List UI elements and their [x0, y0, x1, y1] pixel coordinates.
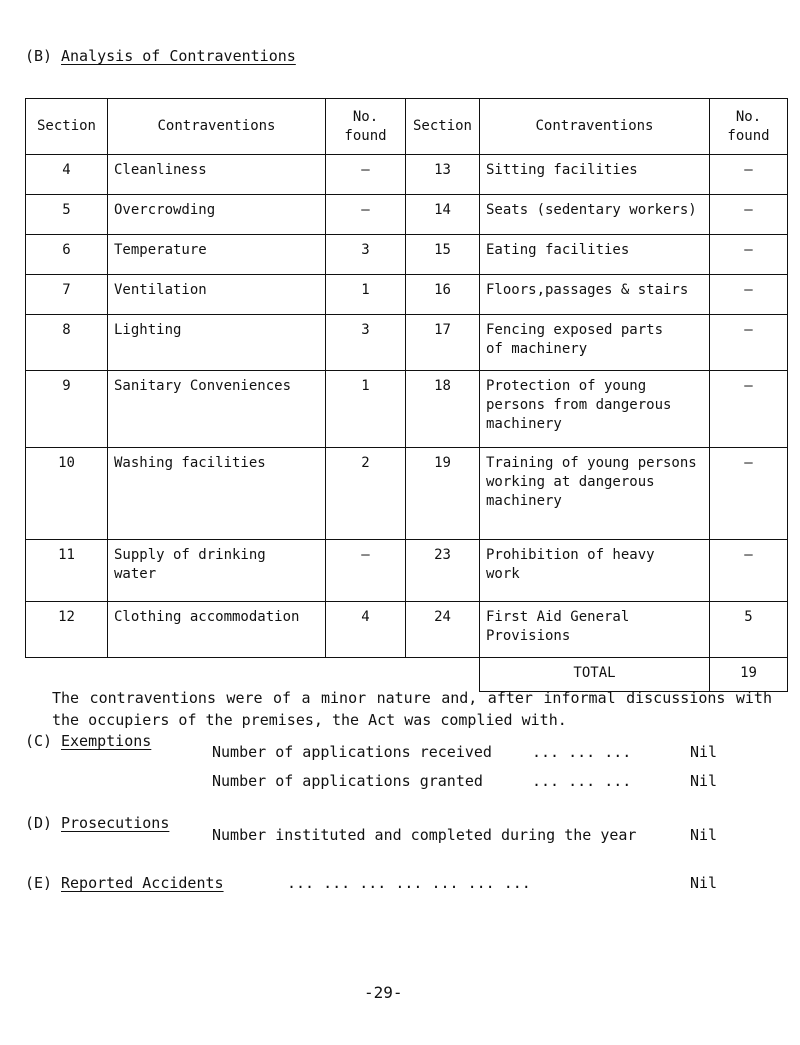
applications-granted-value: Nil	[690, 772, 718, 790]
section-cell: 11	[26, 540, 108, 602]
applications-received-dots: ... ... ...	[532, 743, 632, 761]
section-cell: 13	[406, 155, 480, 195]
table-row	[26, 155, 788, 195]
section-cell: 19	[406, 448, 480, 540]
section-cell: 16	[406, 275, 480, 315]
prosecutions-value: Nil	[690, 826, 718, 844]
section-cell: 4	[26, 155, 108, 195]
summary-paragraph: The contraventions were of a minor nature and, after informal discussions with the occupiers of the premises, the Act was complied with.	[52, 689, 772, 729]
count-cell: –	[710, 371, 788, 448]
contraventions-table	[25, 98, 788, 692]
section-cell: 8	[26, 315, 108, 371]
count-cell: –	[326, 195, 406, 235]
section-c-letter: (C)	[25, 732, 53, 750]
table-row	[26, 540, 788, 602]
contravention-cell: Eating facilities	[480, 235, 710, 275]
section-cell: 7	[26, 275, 108, 315]
section-c-heading	[25, 732, 151, 750]
applications-received-label: Number of applications received	[212, 743, 492, 761]
count-cell: 3	[326, 315, 406, 371]
header-no-found-left: No. found	[326, 99, 406, 155]
contravention-cell: Protection of young persons from dangerous machinery	[480, 371, 710, 448]
table-row	[26, 448, 788, 540]
header-contraventions-right: Contraventions	[480, 99, 710, 155]
section-c-title: Exemptions	[61, 732, 152, 750]
applications-granted-dots: ... ... ...	[532, 772, 632, 790]
section-cell: 5	[26, 195, 108, 235]
count-cell: –	[710, 155, 788, 195]
header-section-left: Section	[26, 99, 108, 155]
section-cell: 10	[26, 448, 108, 540]
page-number: -29-	[364, 983, 403, 1002]
count-cell: –	[710, 315, 788, 371]
section-d-title: Prosecutions	[61, 814, 170, 832]
total-label: TOTAL	[480, 658, 710, 692]
applications-received-value: Nil	[690, 743, 718, 761]
contravention-cell: Prohibition of heavy work	[480, 540, 710, 602]
section-cell: 15	[406, 235, 480, 275]
contravention-cell: Ventilation	[108, 275, 326, 315]
section-cell: 6	[26, 235, 108, 275]
section-cell: 18	[406, 371, 480, 448]
table-row	[26, 235, 788, 275]
count-cell: –	[326, 540, 406, 602]
header-contraventions-left: Contraventions	[108, 99, 326, 155]
contravention-cell: Sitting facilities	[480, 155, 710, 195]
section-cell: 9	[26, 371, 108, 448]
contravention-cell: Clothing accommodation	[108, 602, 326, 658]
prosecutions-label: Number instituted and completed during the year	[212, 826, 637, 844]
section-e-heading	[25, 874, 224, 892]
count-cell: –	[710, 195, 788, 235]
header-no-found-right: No. found	[710, 99, 788, 155]
section-cell: 14	[406, 195, 480, 235]
reported-accidents-value: Nil	[690, 874, 718, 892]
count-cell: –	[710, 235, 788, 275]
count-cell: 1	[326, 275, 406, 315]
applications-granted-label: Number of applications granted	[212, 772, 483, 790]
section-cell: 23	[406, 540, 480, 602]
count-cell: 1	[326, 371, 406, 448]
section-cell: 24	[406, 602, 480, 658]
contravention-cell: Seats (sedentary workers)	[480, 195, 710, 235]
table-row	[26, 195, 788, 235]
table-row	[26, 602, 788, 658]
table-row	[26, 275, 788, 315]
section-b-title: Analysis of Contraventions	[61, 47, 296, 65]
count-cell: 3	[326, 235, 406, 275]
contravention-cell: Overcrowding	[108, 195, 326, 235]
contravention-cell: Floors,passages & stairs	[480, 275, 710, 315]
contravention-cell: Training of young persons working at dangerous machinery	[480, 448, 710, 540]
section-d-heading	[25, 814, 169, 832]
contravention-cell: First Aid General Provisions	[480, 602, 710, 658]
contravention-cell: Temperature	[108, 235, 326, 275]
contravention-cell: Fencing exposed parts of machinery	[480, 315, 710, 371]
count-cell: –	[710, 448, 788, 540]
contravention-cell: Sanitary Conveniences	[108, 371, 326, 448]
count-cell: –	[710, 540, 788, 602]
table-header-row	[26, 99, 788, 155]
contravention-cell: Supply of drinking water	[108, 540, 326, 602]
count-cell: 4	[326, 602, 406, 658]
count-cell: 5	[710, 602, 788, 658]
contravention-cell: Washing facilities	[108, 448, 326, 540]
section-e-letter: (E)	[25, 874, 53, 892]
section-e-title: Reported Accidents	[61, 874, 224, 892]
contravention-cell: Cleanliness	[108, 155, 326, 195]
section-cell: 17	[406, 315, 480, 371]
total-value: 19	[710, 658, 788, 692]
table-row	[26, 371, 788, 448]
reported-accidents-dots: ... ... ... ... ... ... ...	[287, 874, 531, 892]
header-section-right: Section	[406, 99, 480, 155]
count-cell: –	[710, 275, 788, 315]
contravention-cell: Lighting	[108, 315, 326, 371]
section-b-letter: (B)	[25, 47, 53, 65]
count-cell: –	[326, 155, 406, 195]
section-b-heading	[25, 47, 296, 65]
count-cell: 2	[326, 448, 406, 540]
section-cell: 12	[26, 602, 108, 658]
table-row	[26, 315, 788, 371]
section-d-letter: (D)	[25, 814, 53, 832]
